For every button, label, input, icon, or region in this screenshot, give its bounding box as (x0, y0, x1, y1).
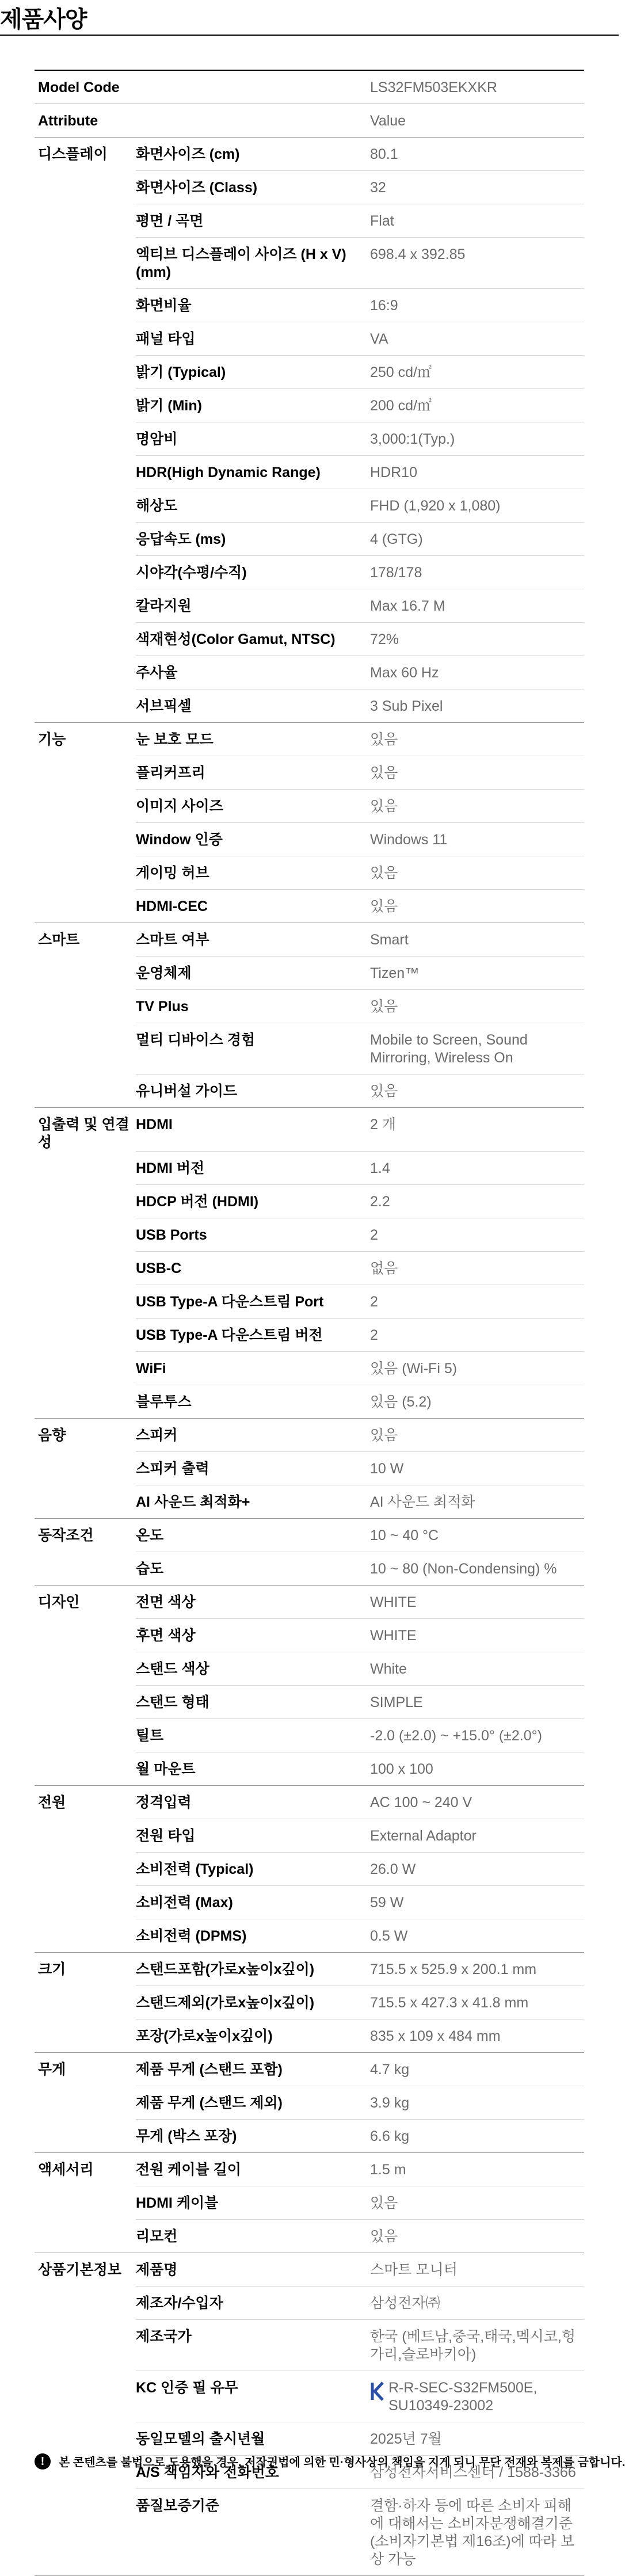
category-spacer (35, 790, 136, 823)
category-spacer (35, 2287, 136, 2320)
spec-name: 품질보증기준 (136, 2489, 370, 2576)
category-spacer (35, 523, 136, 556)
spec-row (35, 623, 584, 656)
spec-row (35, 589, 584, 623)
spec-name: 제조자/수입자 (136, 2287, 370, 2320)
category-spacer (35, 356, 136, 389)
spec-value: 835 x 109 x 484 mm (370, 2019, 584, 2053)
spec-value: 59 W (370, 1886, 584, 1919)
spec-row (35, 1652, 584, 1686)
category-spacer (35, 1352, 136, 1385)
spec-value: 26.0 W (370, 1853, 584, 1886)
spec-table (35, 70, 584, 2576)
spec-value: 178/178 (370, 556, 584, 589)
spec-row (35, 656, 584, 689)
spec-value: 있음 (370, 2220, 584, 2253)
spec-row (35, 1108, 584, 1152)
category-label: 동작조건 (38, 1527, 94, 1544)
category-spacer (35, 456, 136, 489)
spec-row (35, 2153, 584, 2186)
spec-value: External Adaptor (370, 1819, 584, 1853)
spec-value: 2 (370, 1218, 584, 1252)
category-spacer (35, 1252, 136, 1285)
spec-row (35, 1853, 584, 1886)
spec-row (35, 456, 584, 489)
category-spacer (35, 856, 136, 890)
spec-value: 3,000:1(Typ.) (370, 422, 584, 456)
spec-name: 틸트 (136, 1719, 370, 1752)
category-spacer (35, 1285, 136, 1319)
category-spacer (35, 823, 136, 856)
category-label: 전원 (38, 1794, 66, 1811)
spec-name: HDMI-CEC (136, 890, 370, 923)
spec-value: 있음 (5.2) (370, 1385, 584, 1419)
attribute-label: Attribute (35, 104, 370, 138)
category-spacer (35, 2371, 136, 2422)
spec-value: Mobile to Screen, Sound Mirroring, Wireless On (370, 1023, 584, 1074)
spec-value: 스마트 모니터 (370, 2253, 584, 2287)
spec-value: 있음 (370, 1074, 584, 1108)
category-spacer (35, 238, 136, 289)
spec-value: 있음 (Wi-Fi 5) (370, 1352, 584, 1385)
spec-value: 10 W (370, 1452, 584, 1485)
spec-row (35, 1218, 584, 1252)
category-spacer (35, 1452, 136, 1485)
spec-name: 플리커프리 (136, 756, 370, 790)
spec-value: 250 cd/㎡ (370, 356, 584, 389)
spec-name: 운영체제 (136, 957, 370, 990)
spec-value: 2025년 7월 (370, 2422, 584, 2456)
spec-name: 화면사이즈 (cm) (136, 138, 370, 171)
spec-name: 스탠드포함(가로x높이x깊이) (136, 1953, 370, 1986)
spec-row (35, 1752, 584, 1786)
spec-name: 정격입력 (136, 1786, 370, 1819)
spec-name: 멀티 디바이스 경험 (136, 1023, 370, 1074)
spec-name: 제품 무게 (스탠드 포함) (136, 2053, 370, 2086)
spec-name: 해상도 (136, 489, 370, 523)
spec-row (35, 1719, 584, 1752)
spec-value: 있음 (370, 1419, 584, 1452)
spec-name: 패널 타입 (136, 322, 370, 356)
spec-name: 포장(가로x높이x깊이) (136, 2019, 370, 2053)
spec-value: 715.5 x 427.3 x 41.8 mm (370, 1986, 584, 2019)
spec-name: 명암비 (136, 422, 370, 456)
kc-certification-icon (370, 2380, 385, 2402)
spec-name: 제조국가 (136, 2320, 370, 2371)
spec-row (35, 2120, 584, 2153)
spec-row (35, 138, 584, 171)
spec-value: 0.5 W (370, 1919, 584, 1953)
spec-name: 스피커 (136, 1419, 370, 1452)
spec-value: 10 ~ 80 (Non-Condensing) % (370, 1552, 584, 1586)
spec-row (35, 1619, 584, 1652)
spec-row (35, 756, 584, 790)
category-spacer (35, 489, 136, 523)
spec-row (35, 1919, 584, 1953)
spec-name: HDMI 케이블 (136, 2186, 370, 2220)
spec-row (35, 823, 584, 856)
spec-name: USB-C (136, 1252, 370, 1285)
category-label: 크기 (38, 1961, 66, 1977)
spec-row (35, 2186, 584, 2220)
spec-name: 스피커 출력 (136, 1452, 370, 1485)
category-spacer (35, 556, 136, 589)
attribute-row (35, 104, 584, 138)
spec-value: 698.4 x 392.85 (370, 238, 584, 289)
spec-value: 없음 (370, 1252, 584, 1285)
kc-certification (370, 2379, 584, 2415)
spec-row (35, 1185, 584, 1218)
spec-row (35, 422, 584, 456)
spec-value: 있음 (370, 990, 584, 1023)
model-code-value: LS32FM503EKXKR (370, 71, 584, 104)
spec-name: 서브픽셀 (136, 689, 370, 723)
spec-row (35, 289, 584, 322)
category-spacer (35, 2120, 136, 2153)
spec-value: Tizen™ (370, 957, 584, 990)
spec-name: 스탠드제외(가로x높이x깊이) (136, 1986, 370, 2019)
category-label: 입출력 및 연결성 (38, 1116, 129, 1150)
spec-row (35, 523, 584, 556)
title-bar (0, 0, 619, 36)
spec-row (35, 2053, 584, 2086)
spec-row (35, 890, 584, 923)
category-spacer (35, 1686, 136, 1719)
spec-row (35, 790, 584, 823)
footer-notice (35, 2453, 625, 2470)
spec-row (35, 1152, 584, 1185)
category-spacer (35, 1819, 136, 1853)
category-label: 기능 (38, 731, 66, 748)
spec-row (35, 356, 584, 389)
spec-value: 200 cd/㎡ (370, 389, 584, 422)
category-spacer (35, 1319, 136, 1352)
category-spacer (35, 1152, 136, 1185)
model-code-label: Model Code (35, 71, 370, 104)
spec-value: FHD (1,920 x 1,080) (370, 489, 584, 523)
spec-row (35, 1552, 584, 1586)
spec-name: 스마트 여부 (136, 923, 370, 957)
spec-row (35, 1023, 584, 1074)
spec-name: 스탠드 색상 (136, 1652, 370, 1686)
spec-name: 이미지 사이즈 (136, 790, 370, 823)
spec-row (35, 1586, 584, 1619)
spec-name: 전원 타입 (136, 1819, 370, 1853)
category-spacer (35, 890, 136, 923)
spec-name: USB Ports (136, 1218, 370, 1252)
category-spacer (35, 2186, 136, 2220)
category-spacer (35, 1385, 136, 1419)
spec-value: 16:9 (370, 289, 584, 322)
spec-value: WHITE (370, 1619, 584, 1652)
spec-name: 시야각(수평/수직) (136, 556, 370, 589)
category-spacer (35, 589, 136, 623)
spec-row (35, 389, 584, 422)
spec-name: 게이밍 허브 (136, 856, 370, 890)
category-spacer (35, 2019, 136, 2053)
spec-name: 동일모델의 출시년월 (136, 2422, 370, 2456)
spec-name: 밝기 (Typical) (136, 356, 370, 389)
category-spacer (35, 1074, 136, 1108)
spec-value: 3.9 kg (370, 2086, 584, 2120)
spec-name: WiFi (136, 1352, 370, 1385)
category-spacer (35, 2320, 136, 2371)
spec-value: 2 (370, 1285, 584, 1319)
spec-row (35, 856, 584, 890)
spec-row (35, 1485, 584, 1519)
spec-row (35, 689, 584, 723)
spec-row (35, 1074, 584, 1108)
spec-row (35, 556, 584, 589)
spec-value: 72% (370, 623, 584, 656)
spec-value: 삼성전자㈜ (370, 2287, 584, 2320)
spec-name: KC 인증 필 유무 (136, 2371, 370, 2422)
category-label: 상품기본정보 (38, 2262, 121, 2278)
spec-value: 715.5 x 525.9 x 200.1 mm (370, 1953, 584, 1986)
spec-name: AI 사운드 최적화+ (136, 1485, 370, 1519)
spec-row (35, 1819, 584, 1853)
spec-name: TV Plus (136, 990, 370, 1023)
spec-name: HDMI 버전 (136, 1152, 370, 1185)
spec-row (35, 1452, 584, 1485)
spec-name: 소비전력 (Typical) (136, 1853, 370, 1886)
spec-row (35, 1686, 584, 1719)
spec-row (35, 2320, 584, 2371)
spec-value: SIMPLE (370, 1686, 584, 1719)
category-label: 스마트 (38, 932, 80, 948)
spec-row (35, 990, 584, 1023)
spec-name: Window 인증 (136, 823, 370, 856)
spec-value: 4.7 kg (370, 2053, 584, 2086)
spec-name: 화면사이즈 (Class) (136, 171, 370, 204)
spec-name: 후면 색상 (136, 1619, 370, 1652)
category-spacer (35, 1485, 136, 1519)
category-spacer (35, 957, 136, 990)
spec-value: 6.6 kg (370, 2120, 584, 2153)
spec-row (35, 204, 584, 238)
category-spacer (35, 2422, 136, 2456)
category-spacer (35, 1218, 136, 1252)
spec-value: Max 60 Hz (370, 656, 584, 689)
spec-row (35, 171, 584, 204)
spec-name: 엑티브 디스플레이 사이즈 (H x V) (mm) (136, 238, 370, 289)
spec-value: 1.4 (370, 1152, 584, 1185)
spec-row (35, 1886, 584, 1919)
spec-name: 응답속도 (ms) (136, 523, 370, 556)
spec-row (35, 1252, 584, 1285)
spec-value: 4 (GTG) (370, 523, 584, 556)
spec-row (35, 2019, 584, 2053)
spec-row (35, 723, 584, 756)
spec-row (35, 1352, 584, 1385)
spec-row (35, 238, 584, 289)
category-spacer (35, 204, 136, 238)
category-spacer (35, 2086, 136, 2120)
spec-name: HDMI (136, 1108, 370, 1152)
spec-value: 한국 (베트남,중국,태국,멕시코,헝가리,슬로바키아) (370, 2320, 584, 2371)
category-spacer (35, 1023, 136, 1074)
spec-value: White (370, 1652, 584, 1686)
spec-name: 온도 (136, 1519, 370, 1552)
spec-row (35, 1519, 584, 1552)
spec-value: 있음 (370, 890, 584, 923)
category-spacer (35, 1886, 136, 1919)
spec-value: 2 (370, 1319, 584, 1352)
category-label: 액세서리 (38, 2162, 94, 2178)
spec-value: Flat (370, 204, 584, 238)
spec-value: 80.1 (370, 138, 584, 171)
category-spacer (35, 990, 136, 1023)
category-label: 음향 (38, 1427, 66, 1443)
category-spacer (35, 289, 136, 322)
page-title: 제품사양 (0, 7, 87, 32)
category-spacer (35, 1552, 136, 1586)
category-label: 디스플레이 (38, 146, 108, 162)
spec-value: -2.0 (±2.0) ~ +15.0° (±2.0°) (370, 1719, 584, 1752)
category-spacer (35, 623, 136, 656)
category-spacer (35, 322, 136, 356)
exclamation-circle-icon: ! (35, 2453, 51, 2470)
spec-name: 소비전력 (Max) (136, 1886, 370, 1919)
category-spacer (35, 2220, 136, 2253)
spec-value: AC 100 ~ 240 V (370, 1786, 584, 1819)
category-spacer (35, 689, 136, 723)
spec-value: 100 x 100 (370, 1752, 584, 1786)
spec-name: 유니버설 가이드 (136, 1074, 370, 1108)
spec-row (35, 2422, 584, 2456)
spec-value: 있음 (370, 790, 584, 823)
category-spacer (35, 1919, 136, 1953)
spec-name: 밝기 (Min) (136, 389, 370, 422)
spec-name: HDCP 버전 (HDMI) (136, 1185, 370, 1218)
spec-value: 3 Sub Pixel (370, 689, 584, 723)
spec-row (35, 2489, 584, 2576)
spec-row (35, 1953, 584, 1986)
spec-name: 리모컨 (136, 2220, 370, 2253)
spec-value: 10 ~ 40 °C (370, 1519, 584, 1552)
spec-value: 있음 (370, 856, 584, 890)
category-spacer (35, 1752, 136, 1786)
spec-name: 주사율 (136, 656, 370, 689)
category-spacer (35, 422, 136, 456)
spec-name: 전면 색상 (136, 1586, 370, 1619)
attribute-value: Value (370, 104, 584, 138)
spec-value: 2 개 (370, 1108, 584, 1152)
spec-row (35, 1319, 584, 1352)
spec-value: 삼성전자서비스센터 / 1588-3366 (370, 2456, 584, 2489)
kc-number: R-R-SEC-S32FM500E, SU10349-23002 (388, 2380, 538, 2414)
spec-value: Max 16.7 M (370, 589, 584, 623)
spec-name: 색재현성(Color Gamut, NTSC) (136, 623, 370, 656)
spec-value: AI 사운드 최적화 (370, 1485, 584, 1519)
spec-name: 평면 / 곡면 (136, 204, 370, 238)
spec-value: HDR10 (370, 456, 584, 489)
spec-name: HDR(High Dynamic Range) (136, 456, 370, 489)
spec-name: 블루투스 (136, 1385, 370, 1419)
spec-value: WHITE (370, 1586, 584, 1619)
spec-row (35, 2220, 584, 2253)
category-spacer (35, 1853, 136, 1886)
spec-name: A/S 책임자와 전화번호 (136, 2456, 370, 2489)
spec-name: 전원 케이블 길이 (136, 2153, 370, 2186)
spec-row (35, 957, 584, 990)
category-spacer (35, 1719, 136, 1752)
category-spacer (35, 656, 136, 689)
spec-value: 있음 (370, 756, 584, 790)
category-spacer (35, 1185, 136, 1218)
category-label: 무게 (38, 2061, 66, 2078)
category-spacer (35, 1652, 136, 1686)
category-spacer (35, 389, 136, 422)
spec-row (35, 2253, 584, 2287)
spec-name: USB Type-A 다운스트림 Port (136, 1285, 370, 1319)
spec-row (35, 923, 584, 957)
spec-row (35, 2287, 584, 2320)
category-label: 디자인 (38, 1594, 80, 1610)
category-spacer (35, 171, 136, 204)
spec-value: Windows 11 (370, 823, 584, 856)
category-spacer (35, 2489, 136, 2576)
spec-name: 칼라지원 (136, 589, 370, 623)
category-spacer (35, 1619, 136, 1652)
spec-row (35, 1385, 584, 1419)
spec-row (35, 1986, 584, 2019)
model-code-row (35, 71, 584, 104)
spec-name: 무게 (박스 포장) (136, 2120, 370, 2153)
category-spacer (35, 756, 136, 790)
spec-value: Smart (370, 923, 584, 957)
spec-row (35, 322, 584, 356)
category-spacer (35, 1986, 136, 2019)
spec-value (370, 2371, 584, 2422)
spec-name: 제품 무게 (스탠드 제외) (136, 2086, 370, 2120)
spec-row (35, 1285, 584, 1319)
spec-name: USB Type-A 다운스트림 버전 (136, 1319, 370, 1352)
spec-row (35, 2371, 584, 2422)
spec-name: 제품명 (136, 2253, 370, 2287)
spec-value: 2.2 (370, 1185, 584, 1218)
spec-name: 스탠드 형태 (136, 1686, 370, 1719)
spec-value: 있음 (370, 2186, 584, 2220)
spec-row (35, 489, 584, 523)
spec-value: 있음 (370, 723, 584, 756)
spec-name: 소비전력 (DPMS) (136, 1919, 370, 1953)
spec-value: VA (370, 322, 584, 356)
spec-row (35, 2086, 584, 2120)
spec-row (35, 1786, 584, 1819)
spec-value: 결함·하자 등에 따른 소비자 피해에 대해서는 소비자분쟁해결기준(소비자기본법 제16조)에 따라 보상 가능 (370, 2489, 584, 2576)
spec-value: 32 (370, 171, 584, 204)
spec-name: 화면비율 (136, 289, 370, 322)
spec-name: 습도 (136, 1552, 370, 1586)
spec-groups (35, 138, 584, 2576)
spec-row (35, 1419, 584, 1452)
spec-value: 1.5 m (370, 2153, 584, 2186)
spec-name: 눈 보호 모드 (136, 723, 370, 756)
spec-name: 월 마운트 (136, 1752, 370, 1786)
copyright-notice: 본 콘텐츠를 불법으로 도용했을 경우, 저작권법에 의한 민·형사상의 책임을 지게 되니 무단 전재와 복제를 금합니다. (59, 2456, 625, 2469)
